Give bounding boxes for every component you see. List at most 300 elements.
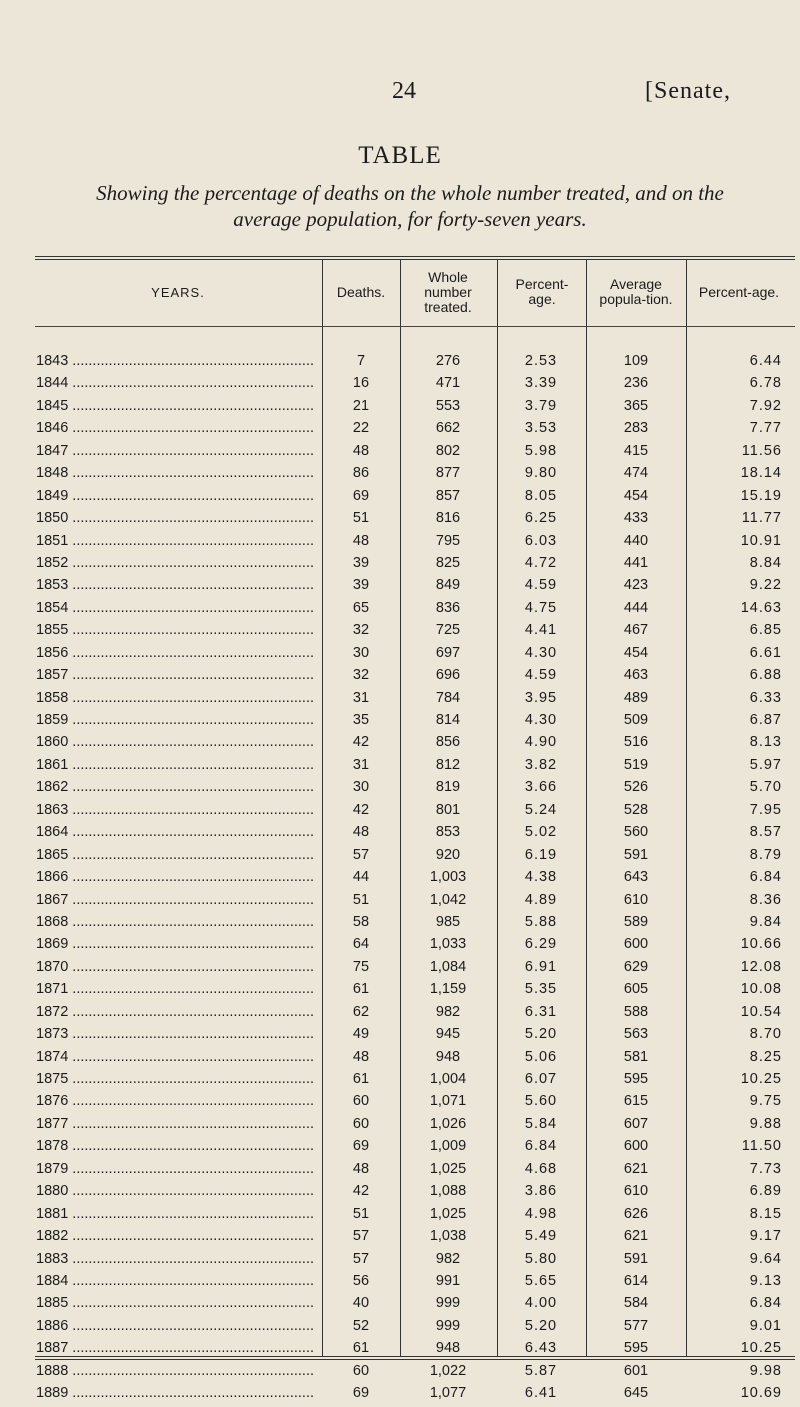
percentage-population-cell: 11.77 [741,510,782,527]
deaths-cell: 21 [352,397,370,414]
treated-cell: 1,042 [429,891,467,908]
treated-cell: 1,159 [429,981,467,998]
population-cell: 365 [623,397,649,414]
treated-cell: 814 [435,712,461,728]
population-cell: 601 [623,1362,649,1379]
table-row [0,532,800,554]
deaths-cell: 39 [352,577,370,594]
deaths-cell: 32 [352,622,370,639]
deaths-cell: 30 [352,779,370,796]
table-row [0,823,800,845]
deaths-cell: 48 [352,824,370,841]
percentage-population-cell: 10.91 [740,532,782,549]
percentage-population-cell: 11.56 [741,442,782,459]
treated-cell: 857 [435,487,461,504]
percentage-treated-cell: 8.05 [524,487,558,504]
percentage-population-cell: 9.64 [749,1250,782,1267]
deaths-cell: 60 [352,1362,370,1379]
bottom-rule-double [35,1359,795,1360]
population-cell: 595 [623,1340,649,1357]
deaths-cell: 58 [352,913,370,930]
population-cell: 519 [623,756,649,773]
table-row [0,1250,800,1272]
table-row [0,1317,800,1339]
percentage-population-cell: 6.84 [749,869,782,886]
treated-cell: 1,026 [429,1115,467,1132]
treated-cell: 999 [435,1295,461,1312]
percentage-population-cell: 9.01 [749,1317,782,1334]
year-cell: 1851 ............................................................ [36,532,314,549]
deaths-cell: 48 [352,532,370,549]
table-row [0,778,800,800]
table-row [0,935,800,957]
table-row [0,1115,800,1137]
percentage-treated-cell: 4.30 [524,644,558,661]
deaths-cell: 57 [352,846,370,863]
table-row [0,1070,800,1092]
population-cell: 236 [623,375,649,392]
population-cell: 560 [623,824,649,841]
percentage-treated-cell: 6.31 [524,1003,558,1020]
percentage-treated-cell: 3.53 [524,420,558,437]
column-header-years: YEARS. [151,284,205,300]
population-cell: 591 [623,846,649,863]
deaths-cell: 39 [352,554,370,571]
percentage-treated-cell: 3.66 [524,779,558,796]
population-cell: 581 [623,1048,649,1065]
percentage-treated-cell: 4.68 [524,1160,558,1177]
table-row [0,1294,800,1316]
population-cell: 621 [623,1228,649,1245]
treated-cell: 856 [435,734,461,751]
treated-cell: 836 [435,599,461,616]
deaths-cell: 75 [352,958,370,975]
percentage-treated-cell: 5.35 [524,981,558,998]
treated-cell: 1,084 [429,958,467,975]
year-cell: 1863 ............................................................ [36,801,314,818]
year-cell: 1871 ............................................................ [36,981,314,998]
year-cell: 1862 ............................................................ [36,779,314,796]
percentage-treated-cell: 3.82 [524,756,558,773]
deaths-cell: 31 [352,756,370,773]
treated-cell: 948 [435,1048,461,1065]
percentage-population-cell: 10.25 [740,1340,782,1357]
percentage-population-cell: 9.84 [749,913,782,930]
page-header [0,78,800,108]
bottom-rule [35,1356,795,1357]
year-cell: 1875 ............................................................ [36,1071,314,1087]
percentage-population-cell: 9.22 [749,577,782,594]
table-row [0,913,800,935]
population-cell: 489 [623,689,649,706]
treated-cell: 553 [435,397,461,414]
population-cell: 615 [623,1093,649,1110]
year-cell: 1885 ............................................................ [36,1295,314,1312]
population-cell: 588 [623,1003,649,1020]
percentage-treated-cell: 6.25 [524,510,558,527]
deaths-cell: 61 [352,1340,370,1357]
treated-cell: 849 [435,577,461,594]
year-cell: 1887 ............................................................ [36,1340,314,1357]
table-row [0,980,800,1002]
percentage-population-cell: 9.13 [749,1272,782,1289]
table-row [0,621,800,643]
year-cell: 1866 ............................................................ [36,869,314,886]
population-cell: 563 [623,1026,649,1043]
percentage-population-cell: 6.87 [749,712,782,728]
deaths-cell: 40 [352,1295,370,1312]
treated-cell: 1,033 [429,936,467,953]
column-header-population: Average popula-tion. [599,276,673,307]
year-cell: 1848 ............................................................ [36,465,314,482]
deaths-cell: 44 [352,869,370,886]
percentage-treated-cell: 3.79 [524,397,558,414]
table-row [0,397,800,419]
population-cell: 645 [623,1385,649,1402]
percentage-population-cell: 8.25 [749,1048,782,1065]
table-row [0,464,800,486]
deaths-cell: 31 [352,689,370,706]
table-row [0,868,800,890]
year-cell: 1859 ............................................................ [36,712,314,728]
percentage-population-cell: 5.70 [749,779,782,796]
population-cell: 626 [623,1205,649,1222]
percentage-treated-cell: 5.49 [524,1228,558,1245]
treated-cell: 877 [435,465,461,482]
deaths-cell: 61 [352,1071,370,1087]
population-cell: 643 [623,869,649,886]
table-row [0,352,800,374]
percentage-treated-cell: 5.20 [524,1026,558,1043]
treated-cell: 795 [435,532,461,549]
column-header-percentage-treated: Percent-age. [515,276,569,307]
percentage-treated-cell: 9.80 [524,465,558,482]
deaths-cell: 60 [352,1115,370,1132]
treated-cell: 819 [435,779,461,796]
percentage-population-cell: 7.73 [749,1160,782,1177]
year-cell: 1854 ............................................................ [36,599,314,616]
top-rule [35,256,795,257]
year-cell: 1873 ............................................................ [36,1026,314,1043]
percentage-treated-cell: 6.43 [524,1340,558,1357]
column-header-percentage-population: Percent-age. [698,283,780,300]
population-cell: 605 [623,981,649,998]
table-row [0,1160,800,1182]
population-cell: 528 [623,801,649,818]
deaths-cell: 51 [352,891,370,908]
treated-cell: 982 [435,1250,461,1267]
percentage-treated-cell: 6.41 [524,1385,558,1402]
percentage-treated-cell: 5.84 [524,1115,558,1132]
deaths-cell: 62 [352,1003,370,1020]
year-cell: 1843 ............................................................ [36,353,314,369]
year-cell: 1869 ............................................................ [36,936,314,953]
table-row [0,1025,800,1047]
population-cell: 600 [623,1138,649,1155]
deaths-cell: 48 [352,1160,370,1177]
percentage-population-cell: 7.77 [749,420,782,437]
year-cell: 1886 ............................................................ [36,1317,314,1334]
percentage-population-cell: 8.13 [749,734,782,751]
percentage-treated-cell: 6.91 [524,958,558,975]
year-cell: 1867 ............................................................ [36,891,314,908]
table-row [0,487,800,509]
column-header-deaths: Deaths. [336,283,386,300]
treated-cell: 471 [435,375,461,392]
treated-cell: 1,025 [429,1160,467,1177]
year-cell: 1852 ............................................................ [36,554,314,571]
population-cell: 516 [623,734,649,751]
treated-cell: 999 [435,1317,461,1334]
table-row [0,644,800,666]
treated-cell: 982 [435,1003,461,1020]
population-cell: 584 [623,1295,649,1312]
percentage-treated-cell: 4.98 [524,1205,558,1222]
percentage-treated-cell: 5.20 [524,1317,558,1334]
percentage-treated-cell: 5.65 [524,1272,558,1289]
percentage-treated-cell: 4.59 [524,577,558,594]
percentage-treated-cell: 5.88 [524,913,558,930]
table-title: TABLE [358,142,442,169]
percentage-population-cell: 9.17 [749,1228,782,1245]
table-row [0,374,800,396]
year-cell: 1874 ............................................................ [36,1048,314,1065]
percentage-population-cell: 6.88 [749,667,782,684]
percentage-treated-cell: 6.84 [524,1138,558,1155]
percentage-treated-cell: 4.59 [524,667,558,684]
population-cell: 629 [623,958,649,975]
table-row [0,1092,800,1114]
deaths-cell: 42 [352,801,370,818]
population-cell: 610 [623,1183,649,1200]
percentage-treated-cell: 6.29 [524,936,558,953]
table-row [0,1205,800,1227]
treated-cell: 1,025 [429,1205,467,1222]
deaths-cell: 52 [352,1317,370,1334]
year-cell: 1877 ............................................................ [36,1115,314,1132]
deaths-cell: 42 [352,1183,370,1200]
year-cell: 1846 ............................................................ [36,420,314,437]
treated-cell: 784 [435,689,461,706]
table-row [0,1137,800,1159]
percentage-population-cell: 7.92 [749,397,782,414]
year-cell: 1850 ............................................................ [36,510,314,527]
population-cell: 474 [623,465,649,482]
year-cell: 1861 ............................................................ [36,756,314,773]
table-row [0,419,800,441]
treated-cell: 1,077 [429,1385,467,1402]
percentage-population-cell: 9.98 [749,1362,782,1379]
year-cell: 1868 ............................................................ [36,913,314,930]
treated-cell: 816 [435,510,461,527]
year-cell: 1879 ............................................................ [36,1160,314,1177]
percentage-population-cell: 8.36 [749,891,782,908]
population-cell: 109 [623,353,649,369]
year-cell: 1855 ............................................................ [36,622,314,639]
table-row [0,891,800,913]
treated-cell: 991 [435,1272,461,1289]
percentage-population-cell: 10.66 [740,936,782,953]
deaths-cell: 35 [352,712,370,728]
year-cell: 1880 ............................................................ [36,1183,314,1200]
percentage-treated-cell: 4.90 [524,734,558,751]
year-cell: 1888 ............................................................ [36,1362,314,1379]
treated-cell: 853 [435,824,461,841]
deaths-cell: 48 [352,1048,370,1065]
year-cell: 1864 ............................................................ [36,824,314,841]
population-cell: 621 [623,1160,649,1177]
top-rule-double [35,259,795,260]
deaths-cell: 22 [352,420,370,437]
percentage-treated-cell: 5.02 [524,824,558,841]
treated-cell: 696 [435,667,461,684]
column-header-treated: Whole number treated. [424,268,472,315]
table-body [0,352,800,1407]
treated-cell: 1,071 [429,1093,467,1110]
percentage-population-cell: 6.85 [749,622,782,639]
treated-cell: 945 [435,1026,461,1043]
deaths-cell: 86 [352,465,370,482]
deaths-cell: 49 [352,1026,370,1043]
population-cell: 600 [623,936,649,953]
table-row [0,756,800,778]
year-cell: 1881 ............................................................ [36,1205,314,1222]
percentage-population-cell: 6.44 [749,353,782,369]
percentage-population-cell: 7.95 [749,801,782,818]
population-cell: 433 [623,510,649,527]
year-cell: 1889 ............................................................ [36,1385,314,1402]
treated-cell: 985 [435,913,461,930]
deaths-cell: 32 [352,667,370,684]
table-row [0,1048,800,1070]
population-cell: 463 [623,667,649,684]
population-cell: 591 [623,1250,649,1267]
population-cell: 444 [623,599,649,616]
percentage-population-cell: 8.15 [749,1205,782,1222]
population-cell: 526 [623,779,649,796]
treated-cell: 1,088 [429,1183,467,1200]
table-row [0,1182,800,1204]
deaths-cell: 16 [352,375,370,392]
table-caption: Showing the percentage of deaths on the whole number treated, and on the average population, for forty-seven years. [96,181,724,231]
percentage-treated-cell: 4.38 [524,869,558,886]
header-separator [35,326,795,327]
percentage-population-cell: 15.19 [740,487,782,504]
population-cell: 589 [623,913,649,930]
deaths-cell: 64 [352,936,370,953]
percentage-treated-cell: 4.72 [524,554,558,571]
treated-cell: 1,038 [429,1228,467,1245]
percentage-treated-cell: 5.06 [524,1048,558,1065]
population-cell: 423 [623,577,649,594]
percentage-treated-cell: 5.80 [524,1250,558,1267]
population-cell: 454 [623,487,649,504]
treated-cell: 1,009 [429,1138,467,1155]
percentage-treated-cell: 4.30 [524,712,558,728]
percentage-treated-cell: 4.41 [524,622,558,639]
deaths-cell: 60 [352,1093,370,1110]
table-row [0,846,800,868]
percentage-treated-cell: 4.89 [524,891,558,908]
treated-cell: 1,004 [429,1071,467,1087]
year-cell: 1870 ............................................................ [36,958,314,975]
year-cell: 1872 ............................................................ [36,1003,314,1020]
table-row [0,1362,800,1384]
percentage-treated-cell: 3.86 [524,1183,558,1200]
deaths-cell: 42 [352,734,370,751]
treated-cell: 697 [435,644,461,661]
table-row [0,442,800,464]
year-cell: 1858 ............................................................ [36,689,314,706]
treated-cell: 948 [435,1340,461,1357]
percentage-population-cell: 18.14 [740,465,782,482]
table-row [0,599,800,621]
year-cell: 1876 ............................................................ [36,1093,314,1110]
deaths-cell: 30 [352,644,370,661]
population-cell: 614 [623,1272,649,1289]
percentage-population-cell: 5.97 [749,756,782,773]
treated-cell: 1,003 [429,869,467,886]
deaths-cell: 7 [356,353,366,369]
deaths-cell: 51 [352,510,370,527]
year-cell: 1857 ............................................................ [36,667,314,684]
percentage-treated-cell: 4.00 [524,1295,558,1312]
percentage-population-cell: 6.89 [749,1183,782,1200]
treated-cell: 825 [435,554,461,571]
treated-cell: 801 [435,801,461,818]
year-cell: 1882 ............................................................ [36,1228,314,1245]
year-cell: 1847 ............................................................ [36,442,314,459]
table-row [0,1227,800,1249]
table-row [0,1384,800,1406]
percentage-treated-cell: 3.95 [524,689,558,706]
percentage-treated-cell: 4.75 [524,599,558,616]
table-row [0,1272,800,1294]
percentage-population-cell: 6.84 [749,1295,782,1312]
treated-cell: 662 [435,420,461,437]
deaths-cell: 57 [352,1250,370,1267]
year-cell: 1849 ............................................................ [36,487,314,504]
treated-cell: 802 [435,442,461,459]
deaths-cell: 69 [352,487,370,504]
year-cell: 1878 ............................................................ [36,1138,314,1155]
table-row [0,666,800,688]
deaths-cell: 69 [352,1385,370,1402]
percentage-population-cell: 6.78 [749,375,782,392]
deaths-cell: 69 [352,1138,370,1155]
deaths-cell: 56 [352,1272,370,1289]
table-row [0,733,800,755]
population-cell: 454 [623,644,649,661]
table-row [0,958,800,980]
percentage-population-cell: 11.50 [741,1138,782,1155]
percentage-population-cell: 12.08 [740,958,782,975]
year-cell: 1860 ............................................................ [36,734,314,751]
percentage-population-cell: 10.69 [740,1385,782,1402]
deaths-cell: 57 [352,1228,370,1245]
table-row [0,576,800,598]
population-cell: 607 [623,1115,649,1132]
percentage-treated-cell: 2.53 [524,353,558,369]
table-row [0,554,800,576]
population-cell: 595 [623,1071,649,1087]
table-row [0,509,800,531]
deaths-cell: 65 [352,599,370,616]
treated-cell: 920 [435,846,461,863]
percentage-treated-cell: 6.07 [524,1071,558,1087]
year-cell: 1853 ............................................................ [36,577,314,594]
percentage-population-cell: 8.57 [749,824,782,841]
